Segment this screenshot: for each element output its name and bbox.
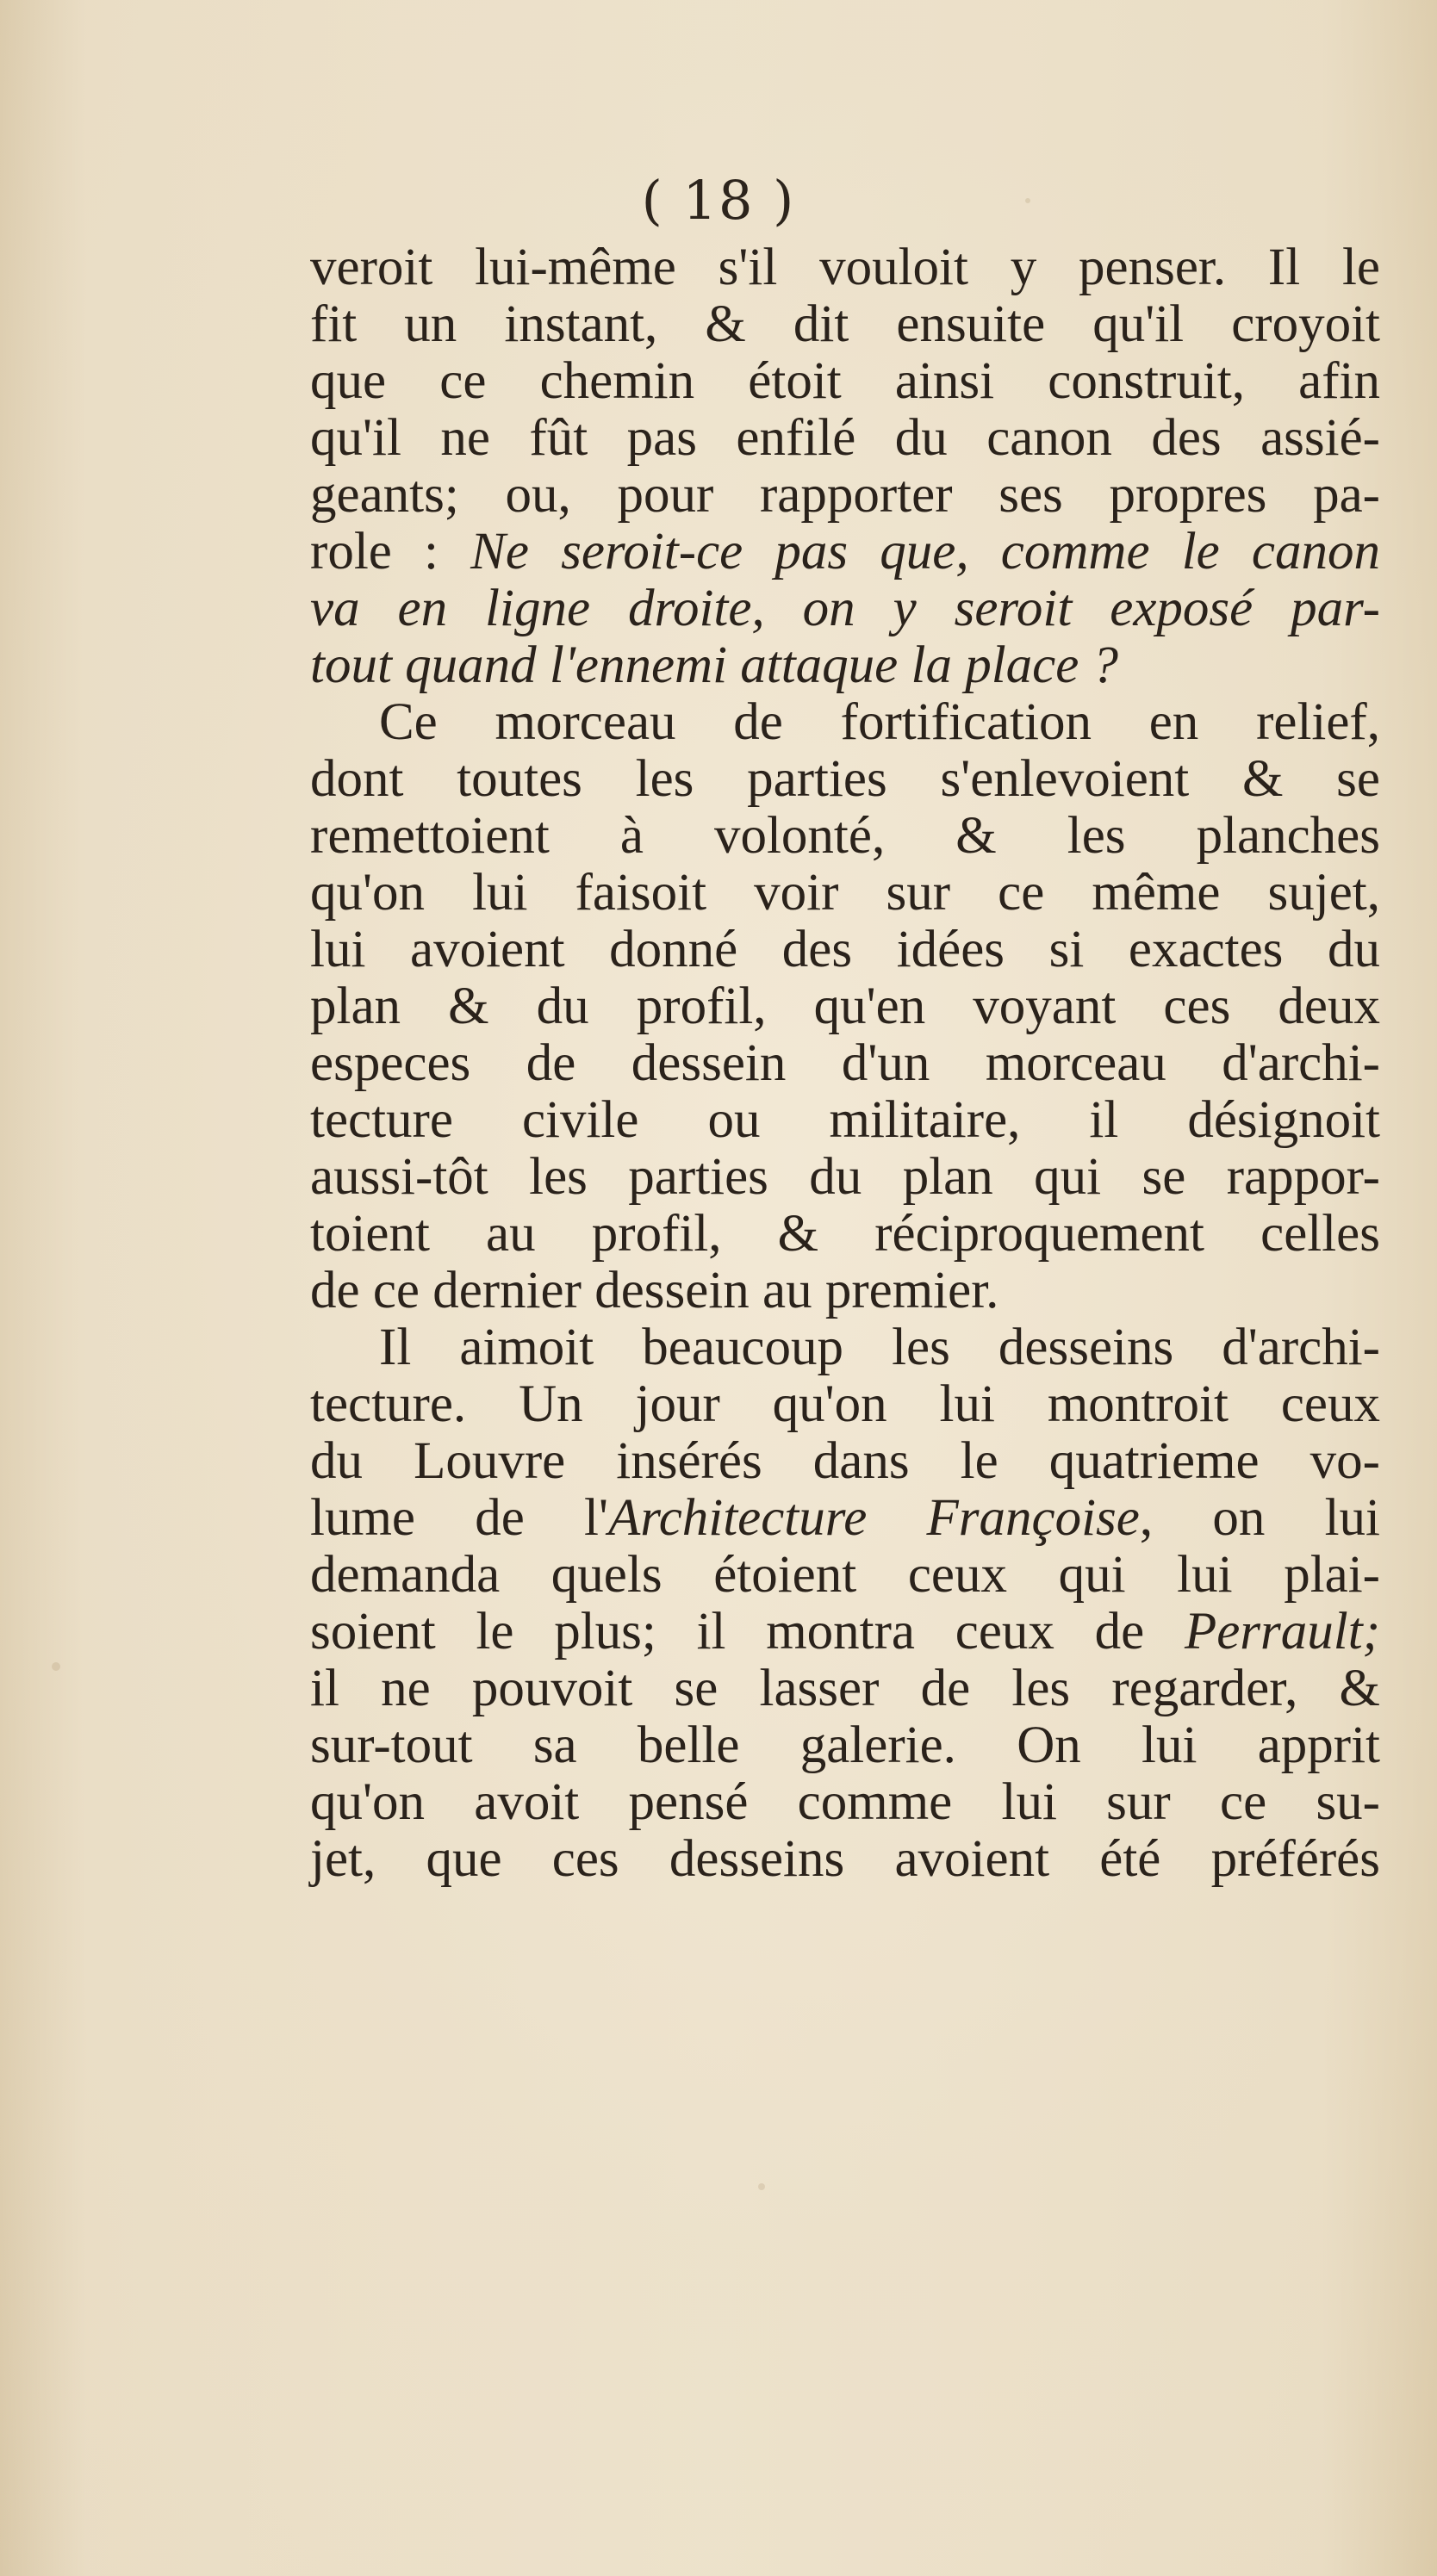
text-span: du Louvre insérés dans le quatrieme vo-: [310, 1432, 1380, 1490]
text-line: [310, 978, 1380, 1035]
text-line: [310, 1376, 1380, 1433]
text-span: qu'on avoit pensé comme lui sur ce su-: [310, 1773, 1380, 1831]
text-span: tecture. Un jour qu'on lui montroit ceux: [310, 1375, 1380, 1433]
text-span: demanda quels étoient ceux qui lui plai-: [310, 1546, 1380, 1604]
text-line: [310, 1263, 1380, 1319]
text-line: [310, 1660, 1380, 1717]
text-span: especes de dessein d'un morceau d'archi-: [310, 1034, 1380, 1092]
text-line: [310, 751, 1380, 808]
text-line: [310, 580, 1380, 637]
foxing-spot: [758, 2183, 765, 2190]
italic-text: Architecture Françoise: [607, 1489, 1140, 1547]
text-span: lui avoient donné des idées si exactes du: [310, 921, 1380, 978]
text-line: [310, 1035, 1380, 1092]
text-line: [310, 524, 1380, 580]
text-line: [310, 1149, 1380, 1206]
text-span: remettoient à volonté, & les planches: [310, 807, 1380, 865]
text-line: [310, 865, 1380, 922]
text-line: [310, 1206, 1380, 1263]
text-span: , on lui: [1139, 1489, 1380, 1547]
text-span: dont toutes les parties s'enlevoient & se: [310, 750, 1380, 808]
text-span: jet, que ces desseins avoient été préférés: [310, 1830, 1380, 1888]
body-text: [310, 239, 1380, 1888]
text-line: [310, 694, 1380, 751]
text-span: fit un instant, & dit ensuite qu'il croyoit: [310, 295, 1380, 353]
text-line: [310, 808, 1380, 865]
text-line: [310, 353, 1380, 410]
text-line: [310, 296, 1380, 353]
text-line: [310, 467, 1380, 524]
text-line: [310, 1092, 1380, 1149]
text-line: [310, 239, 1380, 296]
text-line: [310, 922, 1380, 978]
text-line: [310, 1717, 1380, 1774]
text-line: [310, 1774, 1380, 1831]
text-line: [310, 1547, 1380, 1604]
italic-text: va en ligne droite, on y seroit exposé par-: [310, 580, 1380, 637]
text-span: aussi-tôt les parties du plan qui se rappor-: [310, 1148, 1380, 1206]
text-span: geants; ou, pour rapporter ses propres pa-: [310, 466, 1380, 524]
text-span: toient au profil, & réciproquement celles: [310, 1205, 1380, 1263]
text-span: role :: [310, 523, 471, 580]
text-span: soient le plus; il montra ceux de: [310, 1603, 1185, 1660]
text-line: [310, 1433, 1380, 1490]
italic-text: Perrault;: [1184, 1603, 1380, 1660]
text-line: [310, 1604, 1380, 1660]
text-span: tecture civile ou militaire, il désignoit: [310, 1091, 1380, 1149]
text-line: [310, 410, 1380, 467]
text-line: [310, 1490, 1380, 1547]
text-line: [310, 1319, 1380, 1376]
text-span: qu'il ne fût pas enfilé du canon des assié-: [310, 409, 1380, 467]
text-span: veroit lui-même s'il vouloit y penser. Il le: [310, 239, 1380, 296]
italic-text: Ne seroit-ce pas que, comme le canon: [470, 523, 1380, 580]
text-span: que ce chemin étoit ainsi construit, afin: [310, 352, 1380, 410]
text-span: qu'on lui faisoit voir sur ce même sujet,: [310, 864, 1380, 922]
italic-text: tout quand l'ennemi attaque la place ?: [310, 636, 1119, 694]
text-line: [310, 1831, 1380, 1888]
text-span: de ce dernier dessein au premier.: [310, 1262, 999, 1319]
foxing-spot: [52, 1662, 60, 1671]
text-span: il ne pouvoit se lasser de les regarder, &: [310, 1660, 1380, 1717]
text-span: Il aimoit beaucoup les desseins d'archi-: [379, 1319, 1380, 1376]
text-span: lume de l': [310, 1489, 608, 1547]
text-span: Ce morceau de fortification en relief,: [379, 693, 1380, 751]
page-number: ( 18 ): [641, 169, 796, 232]
text-line: [310, 637, 1380, 694]
text-span: sur-tout sa belle galerie. On lui apprit: [310, 1716, 1380, 1774]
text-span: plan & du profil, qu'en voyant ces deux: [310, 978, 1380, 1035]
